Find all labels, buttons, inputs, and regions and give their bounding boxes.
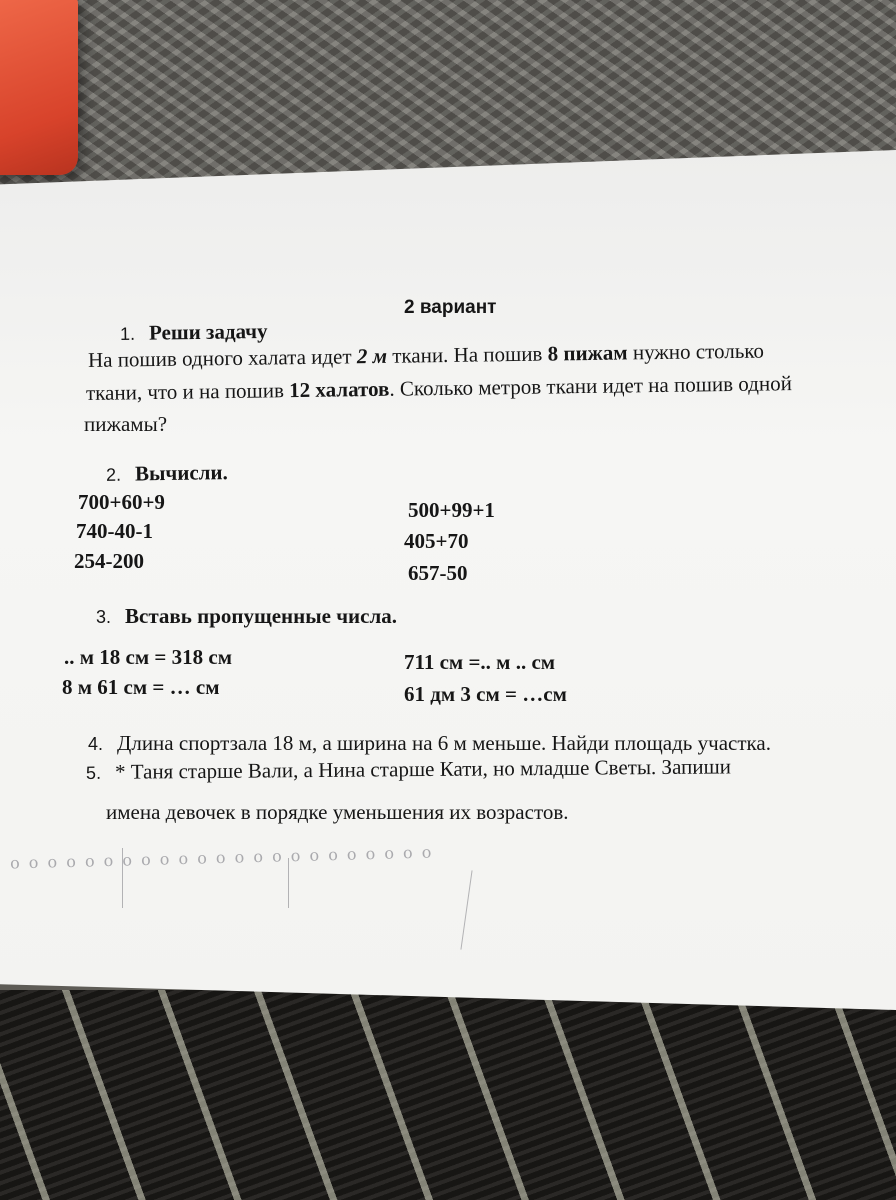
- task2-left-1: 700+60+9: [78, 490, 165, 514]
- task1-line-3: пижамы?: [84, 412, 168, 436]
- task5-line-1: 5. * Таня старше Вали, а Нина старше Кати, но младше Светы. Запиши: [85, 754, 732, 784]
- task1-heading: 1. Реши задачу: [119, 318, 268, 345]
- task5-line-2: имена девочек в порядке уменьшения их возрастов.: [106, 800, 569, 824]
- task3-left-1: .. м 18 см = 318 см: [64, 645, 233, 669]
- task4-text: 4. Длина спортзала 18 м, а ширина на 6 м меньше. Найди площадь участка.: [88, 731, 771, 755]
- fabric-background-bottom: [0, 990, 896, 1200]
- task1-line-2: ткани, что и на пошив 12 халатов. Сколько метров ткани идет на пошив одной: [85, 371, 793, 405]
- handwriting-stroke: [122, 848, 123, 908]
- red-object: [0, 0, 78, 175]
- task2-right-2: 405+70: [404, 529, 469, 553]
- task2-right-3: 657-50: [408, 561, 468, 585]
- task2-left-2: 740-40-1: [76, 519, 153, 543]
- variant-title: 2 вариант: [404, 297, 497, 318]
- faint-handwriting: о о о о о о о о о о о о о о о о о о о о о о о: [9, 842, 434, 873]
- task2-heading: 2. Вычисли.: [105, 460, 228, 486]
- handwriting-stroke: [288, 858, 289, 908]
- task3-right-1: 711 см =.. м .. см: [404, 650, 556, 674]
- task3-right-2: 61 дм 3 см = …см: [404, 682, 567, 706]
- task2-left-3: 254-200: [74, 549, 144, 573]
- task2-right-1: 500+99+1: [408, 498, 495, 522]
- task1-line-1: На пошив одного халата идет 2 м ткани. На пошив 8 пижам нужно столько: [87, 338, 765, 372]
- task3-heading: 3. Вставь пропущенные числа.: [96, 604, 398, 628]
- task3-left-2: 8 м 61 см = … см: [62, 675, 220, 699]
